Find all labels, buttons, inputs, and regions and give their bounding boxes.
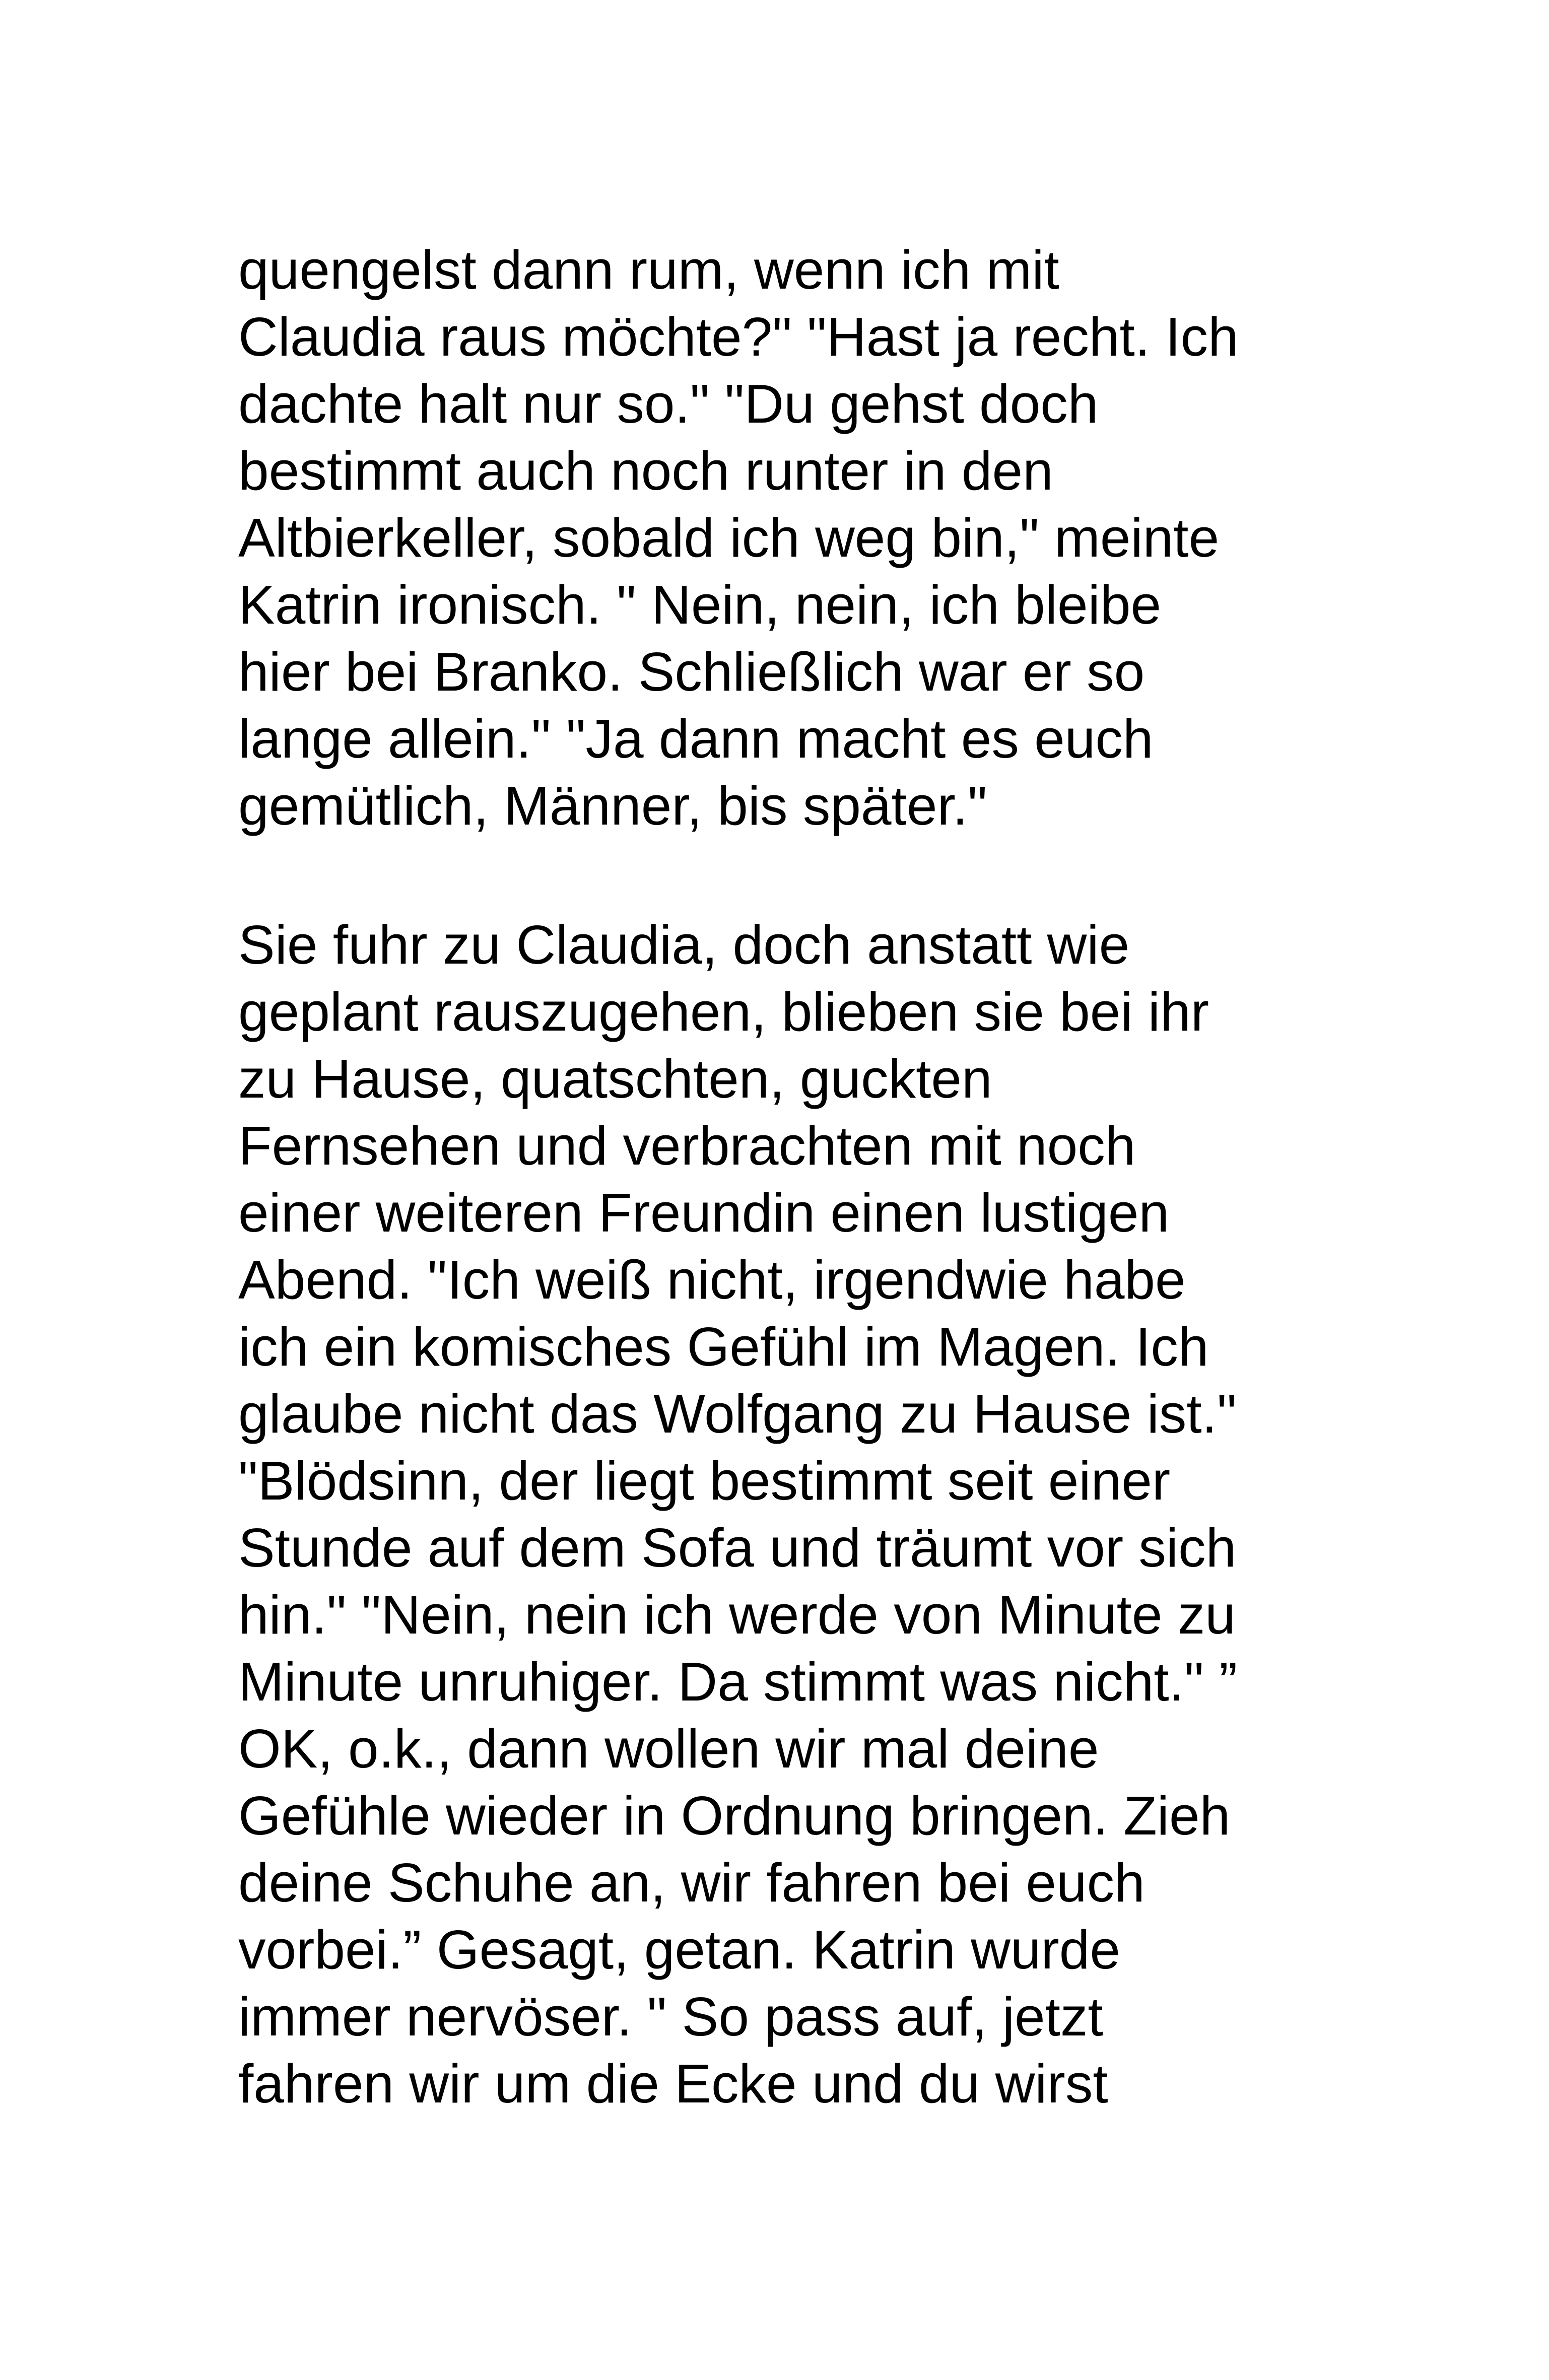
text-line: Fernsehen und verbrachten mit noch (238, 1115, 1136, 1177)
text-line: deine Schuhe an, wir fahren bei euch (238, 1852, 1145, 1914)
text-line: bestimmt auch noch runter in den (238, 440, 1053, 502)
text-line: vorbei.” Gesagt, getan. Katrin wurde (238, 1919, 1120, 1981)
text-line: Sie fuhr zu Claudia, doch anstatt wie (238, 914, 1130, 976)
text-line: gemütlich, Männer, bis später." (238, 775, 987, 837)
paragraph-1 (238, 237, 1346, 840)
text-line: Gefühle wieder in Ordnung bringen. Zieh (238, 1785, 1231, 1847)
text-line: Stunde auf dem Sofa und träumt vor sich (238, 1517, 1237, 1579)
text-line: hin." "Nein, nein ich werde von Minute zu (238, 1584, 1236, 1646)
text-line: lange allein." "Ja dann macht es euch (238, 708, 1154, 770)
text-line: Minute unruhiger. Da stimmt was nicht." ” (238, 1651, 1238, 1713)
text-line: Abend. "Ich weiß nicht, irgendwie habe (238, 1249, 1186, 1311)
text-line: Katrin ironisch. " Nein, nein, ich bleibe (238, 574, 1162, 636)
text-line: glaube nicht das Wolfgang zu Hause ist." (238, 1383, 1237, 1445)
paragraph-2 (238, 912, 1346, 2118)
text-line: immer nervöser. " So pass auf, jetzt (238, 1986, 1103, 2048)
text-line: quengelst dann rum, wenn ich mit (238, 239, 1059, 301)
text-line: OK, o.k., dann wollen wir mal deine (238, 1718, 1099, 1780)
text-line: fahren wir um die Ecke und du wirst (238, 2053, 1108, 2115)
text-line: zu Hause, quatschten, guckten (238, 1048, 992, 1110)
text-line: hier bei Branko. Schließlich war er so (238, 641, 1145, 703)
text-line: Altbierkeller, sobald ich weg bin," meinte (238, 507, 1220, 569)
text-line: einer weiteren Freundin einen lustigen (238, 1182, 1170, 1244)
text-line: Claudia raus möchte?" "Hast ja recht. Ich (238, 306, 1239, 368)
text-line: dachte halt nur so." "Du gehst doch (238, 373, 1099, 435)
text-line: geplant rauszugehen, blieben sie bei ihr (238, 981, 1209, 1043)
text-line: "Blödsinn, der liegt bestimmt seit einer (238, 1450, 1171, 1512)
text-line: ich ein komisches Gefühl im Magen. Ich (238, 1316, 1209, 1378)
